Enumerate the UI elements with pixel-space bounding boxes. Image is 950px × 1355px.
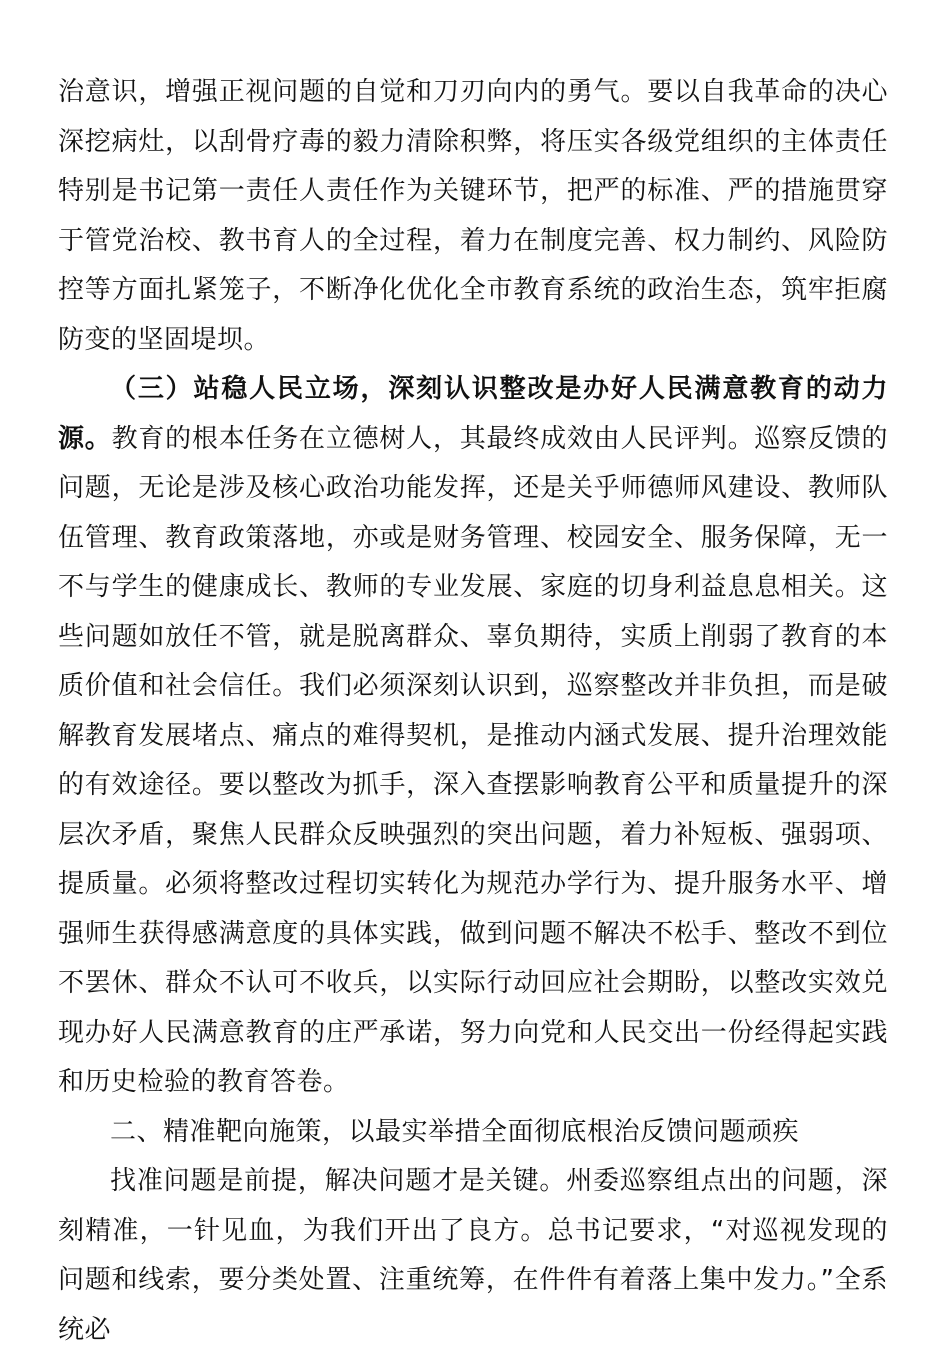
heading-text: 二、精准靶向施策，以最实举措全面彻底根治反馈问题顽疾 xyxy=(110,1116,800,1147)
paragraph-text: 治意识，增强正视问题的自觉和刀刃向内的勇气。要以自我革命的决心深挖病灶，以刮骨疗毒的毅力清除积弊，将压实各级党组织的主体责任特别是书记第一责任人责任作为关键环节，把严的标准、严的措施贯穿于管党治校、教书育人的全过程，着力在制度完善、权力制约、风险防控等方面扎紧笼子，不断净化优化全市教育系统的政治生态，筑牢拒腐防变的坚固堤坝。 xyxy=(58,77,888,355)
paragraph-text: 找准问题是前提，解决问题才是关键。州委巡察组点出的问题，深刻精准，一针见血，为我们开出了良方。总书记要求，“对巡视发现的问题和线索，要分类处置、注重统筹，在件件有着落上集中发力。”全系统必 xyxy=(58,1166,888,1345)
paragraph-people-stance xyxy=(58,365,888,1108)
section-heading-2 xyxy=(58,1108,888,1158)
paragraph-text: 教育的根本任务在立德树人，其最终成效由人民评判。巡察反馈的问题，无论是涉及核心政治功能发挥，还是关乎师德师风建设、教师队伍管理、教育政策落地，亦或是财务管理、校园安全、服务保障，无一不与学生的健康成长、教师的专业发展、家庭的切身利益息息相关。这些问题如放任不管，就是脱离群众、辜负期待，实质上削弱了教育的本质价值和社会信任。我们必须深刻认识到，巡察整改并非负担，而是破解教育发展堵点、痛点的难得契机，是推动内涵式发展、提升治理效能的有效途径。要以整改为抓手，深入查摆影响教育公平和质量提升的深层次矛盾，聚焦人民群众反映强烈的突出问题，着力补短板、强弱项、提质量。必须将整改过程切实转化为规范办学行为、提升服务水平、增强师生获得感满意度的具体实践，做到问题不解决不松手、整改不到位不罢休、群众不认可不收兵，以实际行动回应社会期盼，以整改实效兑现办好人民满意教育的庄严承诺，努力向党和人民交出一份经得起实践和历史检验的教育答卷。 xyxy=(58,423,888,1097)
section-heading-3: （三）站稳人民立场，深刻认识整改是办好人民满意教育的动力源。 xyxy=(58,374,888,454)
paragraph-political-awareness xyxy=(58,68,888,365)
paragraph-find-problems xyxy=(58,1157,888,1355)
document-page xyxy=(58,68,888,1355)
